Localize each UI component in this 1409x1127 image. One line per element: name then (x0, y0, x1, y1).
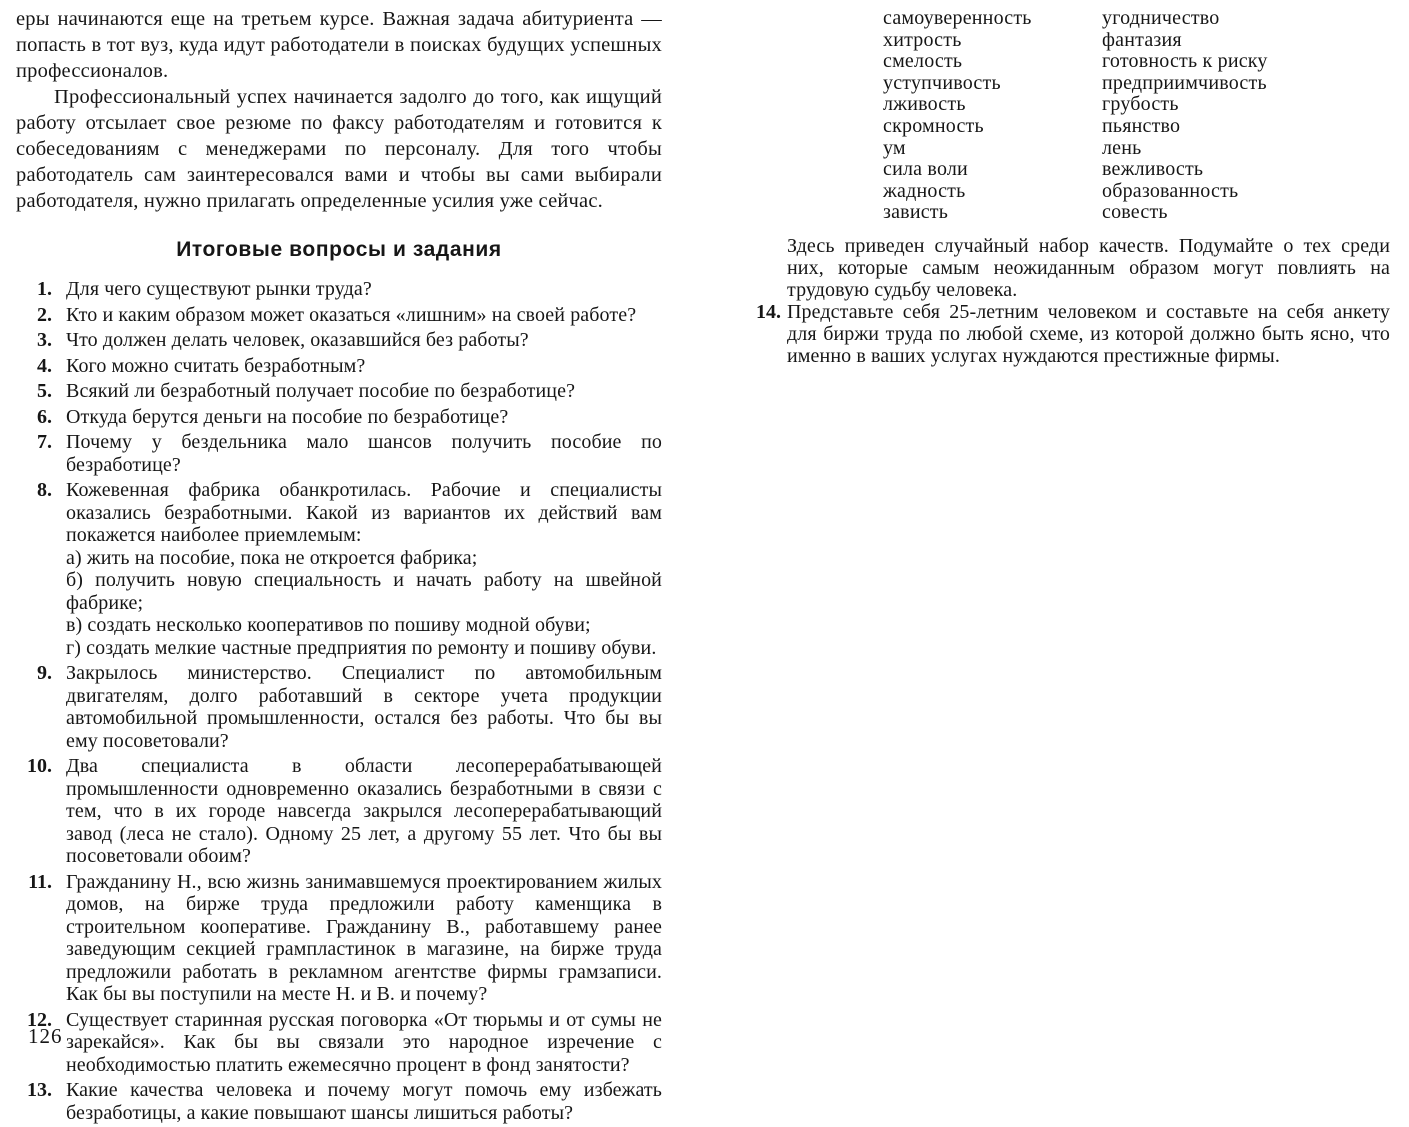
question-number: 1. (37, 278, 52, 300)
quality-word: жадность (883, 179, 966, 202)
quality-word: лень (1102, 136, 1142, 159)
question-item-10 (16, 755, 662, 868)
question-text: Всякий ли безработный получает пособие по безработице? (66, 380, 576, 402)
quality-word: готовность к риску (1102, 50, 1268, 73)
intro-paragraph-2: Профессиональный успех начинается задолго до того, как ищущий работу отсылает свое резюме по факсу работодателям и готовится к собеседованиям с менеджерами по персоналу. Для того чтобы работодатель сам заинтересовался вами и чтобы вы сами выбирали работодателя, нужно прилагать определенные усилия уже сейчас. (16, 86, 662, 212)
question-text: Два специалиста в области лесоперерабатывающей промышленности одновременно оказались безработными в связи с тем, что в их городе навсегда закрылся лесоперерабатывающий завод (леса не стало). Одному 25 лет, а другому 55 лет. Что бы вы посоветовали обоим? (66, 755, 662, 867)
question-item-11 (16, 871, 662, 1006)
question-number: 11. (28, 870, 52, 893)
quality-word: пьянство (1102, 114, 1181, 137)
question-number: 2. (37, 303, 52, 326)
question-item-7 (16, 431, 662, 476)
question-number: 3. (37, 329, 52, 351)
question-item-12 (16, 1009, 662, 1077)
question-item-14 (755, 301, 1390, 367)
questions-heading: Итоговые вопросы и задания (176, 238, 502, 261)
question-text: Кто и каким образом может оказаться «лишним» на своей работе? (66, 303, 637, 326)
question-text: Представьте себя 25-летним человеком и составьте на себя анкету для биржи труда по любой схеме, из которой должно быть ясно, что именно в ваших услугах нуждаются престижные фирмы. (787, 300, 1390, 367)
quality-word: сила воли (883, 158, 968, 181)
question-text: Кого можно считать безработным? (66, 354, 366, 377)
question-text: Гражданину Н., всю жизнь занимавшемуся проектированием жилых домов, на бирже труда предложили работу каменщика в строительном кооперативе. Гражданину В., работавшему ранее заведующим секцией грампластинок в магазине, на бирже труда предложили работать в рекламном агентстве фирмы грамзаписи. Как бы вы поступили на месте Н. и В. и почему? (66, 870, 662, 1005)
question-item-9 (16, 662, 662, 752)
left-page (16, 6, 662, 1127)
quality-word: уступчивость (883, 71, 1001, 94)
quality-word: грубость (1102, 93, 1179, 116)
quality-word: ум (883, 136, 906, 159)
option-line-a: а) жить на пособие, пока не откроется фабрика; (66, 546, 478, 569)
question-item-5 (16, 380, 662, 403)
question-body (66, 479, 662, 659)
question-text: Какие качества человека и почему могут помочь ему избежать безработицы, а какие повышают шансы лишиться работы? (66, 1079, 662, 1124)
question-item-3 (16, 329, 662, 352)
qualities-list (883, 8, 1390, 224)
question-item-1 (16, 278, 662, 301)
question-item-8 (16, 479, 662, 659)
question-options (66, 547, 662, 660)
quality-word: лживость (883, 93, 966, 116)
qualities-column-2 (1102, 8, 1390, 224)
question-number: 5. (37, 380, 52, 402)
question-text: Существует старинная русская поговорка «От тюрьмы и от сумы не зарекайся». Как бы вы связали это народное изречение с необходимостью платить ежемесячно процент в фонд занятости? (66, 1008, 662, 1076)
right-page (755, 8, 1390, 370)
question-text: Для чего существуют рынки труда? (66, 278, 372, 300)
question-text: Почему у бездельника мало шансов получить пособие по безработице? (66, 431, 662, 476)
option-line-v: в) создать несколько кооперативов по пошиву модной обуви; (66, 614, 591, 636)
question-number: 12. (27, 1008, 52, 1031)
quality-word: угодничество (1102, 7, 1220, 29)
question-number: 9. (37, 662, 52, 684)
question-number: 4. (37, 354, 52, 377)
question-text: Откуда берутся деньги на пособие по безработице? (66, 405, 509, 428)
quality-word: зависть (883, 201, 949, 224)
question-number: 14. (756, 300, 781, 323)
intro-paragraph-1: еры начинаются еще на третьем курсе. Важная задача абитуриента — попасть в тот вуз, куда идут работодатели в поисках будущих успешных профессионалов. (16, 8, 662, 82)
question-item-13 (16, 1079, 662, 1124)
option-line-b: б) получить новую специальность и начать работу на швейной фабрике; (66, 569, 662, 614)
quality-word: образованность (1102, 179, 1239, 202)
question-item-2 (16, 304, 662, 327)
question-item-6 (16, 406, 662, 429)
option-line-g: г) создать мелкие частные предприятия по ремонту и пошиву обуви. (66, 636, 657, 659)
quality-word: смелость (883, 50, 963, 73)
quality-word: фантазия (1102, 28, 1182, 51)
question-number: 8. (37, 479, 52, 501)
note-paragraph: Здесь приведен случайный набор качеств. Подумайте о тех среди них, которые самым неожиданным образом могут повлиять на трудовую судьбу человека. (787, 234, 1390, 301)
question-text: Закрылось министерство. Специалист по автомобильным двигателям, долго работавший в секторе учета продукции автомобильной промышленности, остался без работы. Что бы вы ему посоветовали? (66, 662, 662, 752)
questions-list (16, 278, 662, 1124)
question-number: 7. (37, 431, 52, 453)
question-text: Кожевенная фабрика обанкротилась. Рабочие и специалисты оказались безработными. Какой из вариантов их действий вам покажется наиболее приемлемым: (66, 479, 662, 546)
quality-word: вежливость (1102, 158, 1204, 181)
quality-word: самоуверенность (883, 7, 1032, 29)
quality-word: хитрость (883, 28, 962, 51)
question-number: 13. (27, 1079, 52, 1101)
question-number: 6. (37, 405, 52, 428)
quality-word: скромность (883, 114, 984, 137)
question-text: Что должен делать человек, оказавшийся без работы? (66, 329, 529, 351)
page-number: 126 (28, 1024, 63, 1048)
quality-word: предприимчивость (1102, 71, 1267, 94)
qualities-column-1 (883, 8, 1102, 224)
question-number: 10. (27, 755, 52, 777)
quality-word: совесть (1102, 201, 1168, 224)
question-item-4 (16, 355, 662, 378)
